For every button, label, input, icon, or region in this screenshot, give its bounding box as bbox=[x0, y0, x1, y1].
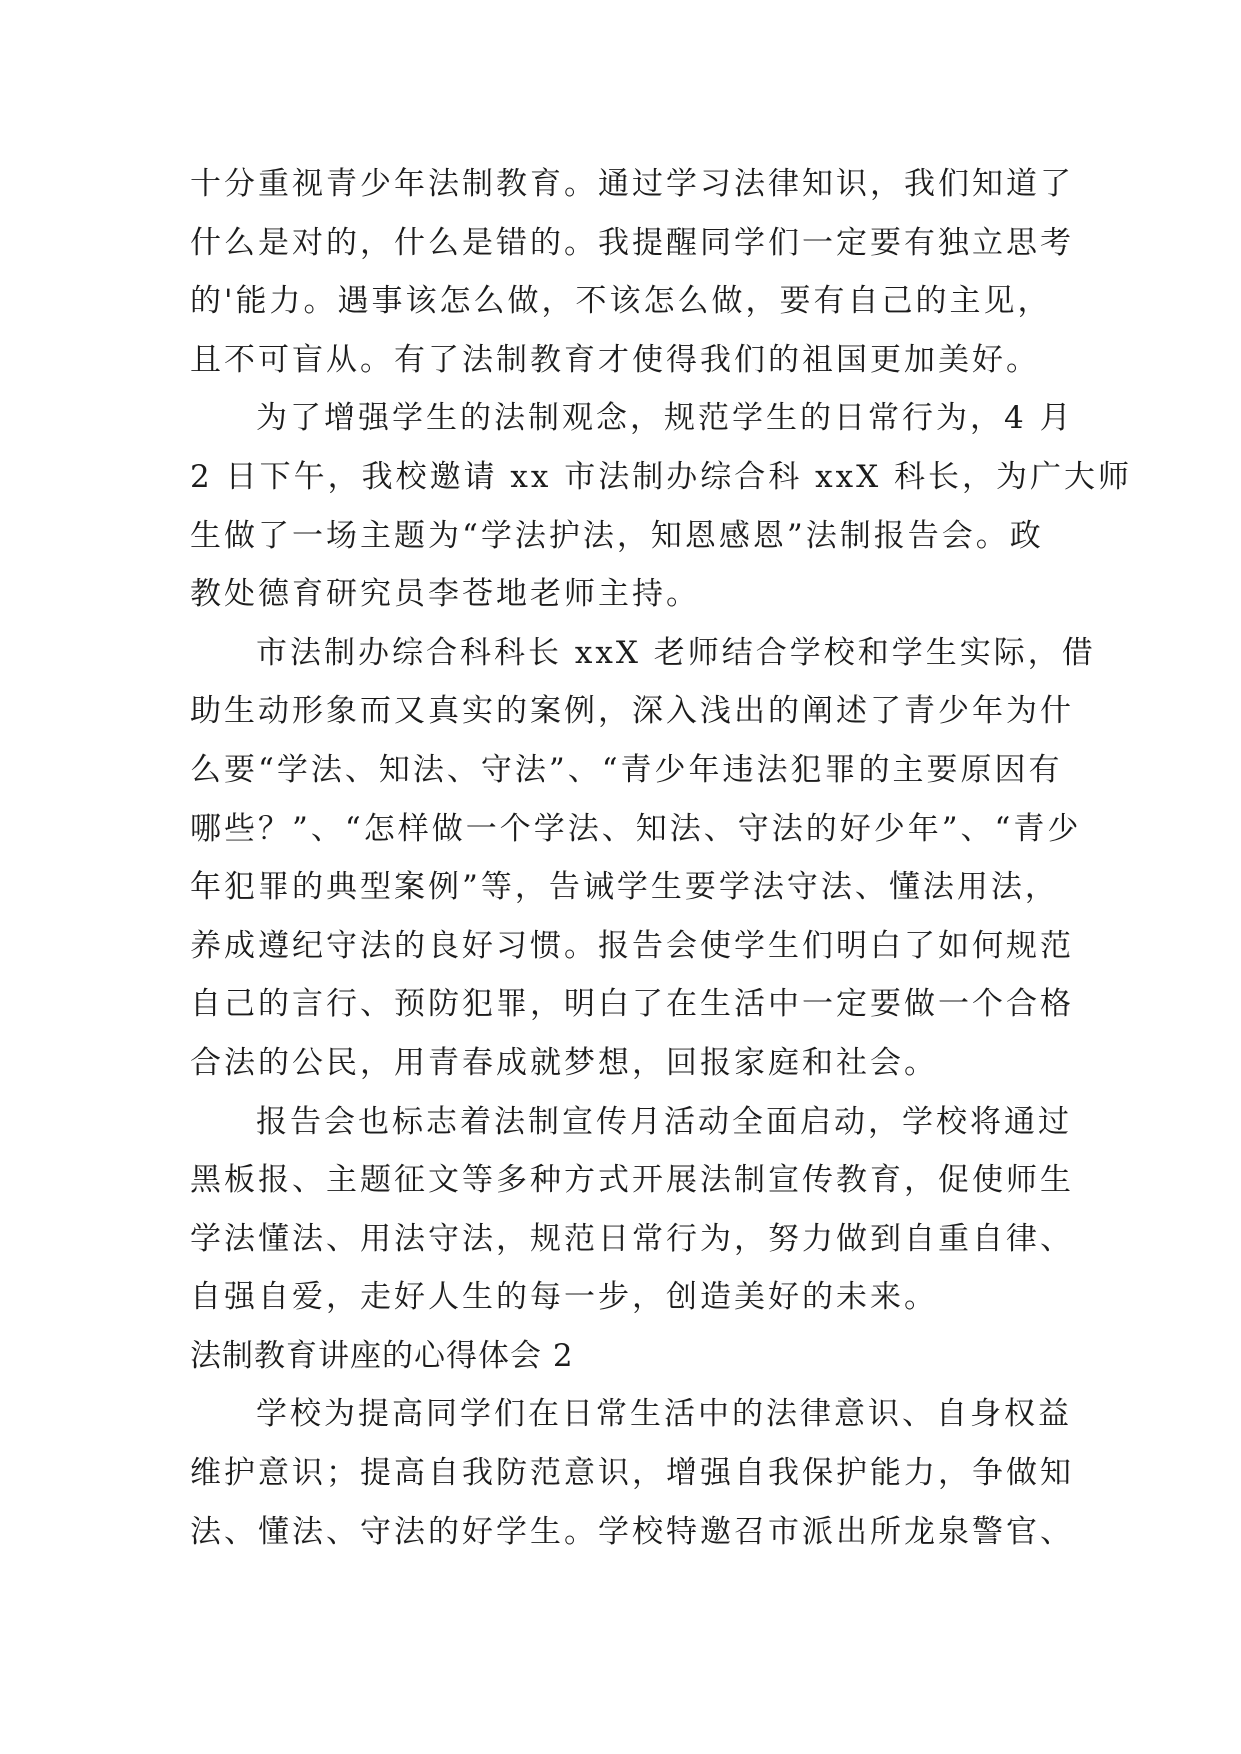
text-line: 学法懂法、用法守法，规范日常行为，努力做到自重自律、 bbox=[190, 1220, 1074, 1257]
text-line: 么要“学法、知法、守法”、“青少年违法犯罪的主要原因有 bbox=[190, 751, 1063, 788]
text-line: 的'能力。遇事该怎么做，不该怎么做，要有自己的主见， bbox=[190, 283, 1052, 320]
text-line: 且不可盲从。有了法制教育才使得我们的祖国更加美好。 bbox=[190, 341, 1040, 378]
text-line: 哪些？”、“怎样做一个学法、知法、守法的好少年”、“青少 bbox=[190, 810, 1082, 847]
text-line: 年犯罪的典型案例”等，告诫学生要学法守法、懂法用法， bbox=[190, 869, 1059, 906]
text-line: 维护意识；提高自我防范意识，增强自我保护能力，争做知 bbox=[190, 1455, 1074, 1492]
document-body bbox=[190, 155, 1132, 1561]
text-line: 黑板报、主题征文等多种方式开展法制宣传教育，促使师生 bbox=[190, 1162, 1074, 1199]
paragraph-first-line: 报告会也标志着法制宣传月活动全面启动，学校将通过 bbox=[256, 1103, 1072, 1140]
paragraph-first-line: 市法制办综合科科长 xxX 老师结合学校和学生实际，借 bbox=[256, 634, 1096, 671]
text-line: 十分重视青少年法制教育。通过学习法律知识，我们知道了 bbox=[190, 166, 1074, 202]
text-line: 法、懂法、守法的好学生。学校特邀召市派出所龙泉警官、 bbox=[190, 1513, 1074, 1550]
text-line: 什么是对的，什么是错的。我提醒同学们一定要有独立思考 bbox=[190, 224, 1074, 261]
text-line: 合法的公民，用青春成就梦想，回报家庭和社会。 bbox=[190, 1044, 938, 1081]
paragraph-first-line: 为了增强学生的法制观念，规范学生的日常行为，4 月 bbox=[256, 400, 1074, 437]
text-line: 助生动形象而又真实的案例，深入浅出的阐述了青少年为什 bbox=[190, 693, 1074, 730]
text-line: 教处德育研究员李苍地老师主持。 bbox=[190, 576, 700, 613]
text-line: 养成遵纪守法的良好习惯。报告会使学生们明白了如何规范 bbox=[190, 927, 1074, 964]
text-line: 自己的言行、预防犯罪，明白了在生活中一定要做一个合格 bbox=[190, 986, 1074, 1023]
section-heading: 法制教育讲座的心得体会 2 bbox=[190, 1337, 574, 1374]
text-line: 生做了一场主题为“学法护法，知恩感恩”法制报告会。政 bbox=[190, 517, 1044, 554]
text-line: 自强自爱，走好人生的每一步，创造美好的未来。 bbox=[190, 1279, 938, 1316]
paragraph-first-line: 学校为提高同学们在日常生活中的法律意识、自身权益 bbox=[256, 1396, 1072, 1433]
text-line: 2 日下午，我校邀请 xx 市法制办综合科 xxX 科长，为广大师 bbox=[190, 458, 1132, 495]
